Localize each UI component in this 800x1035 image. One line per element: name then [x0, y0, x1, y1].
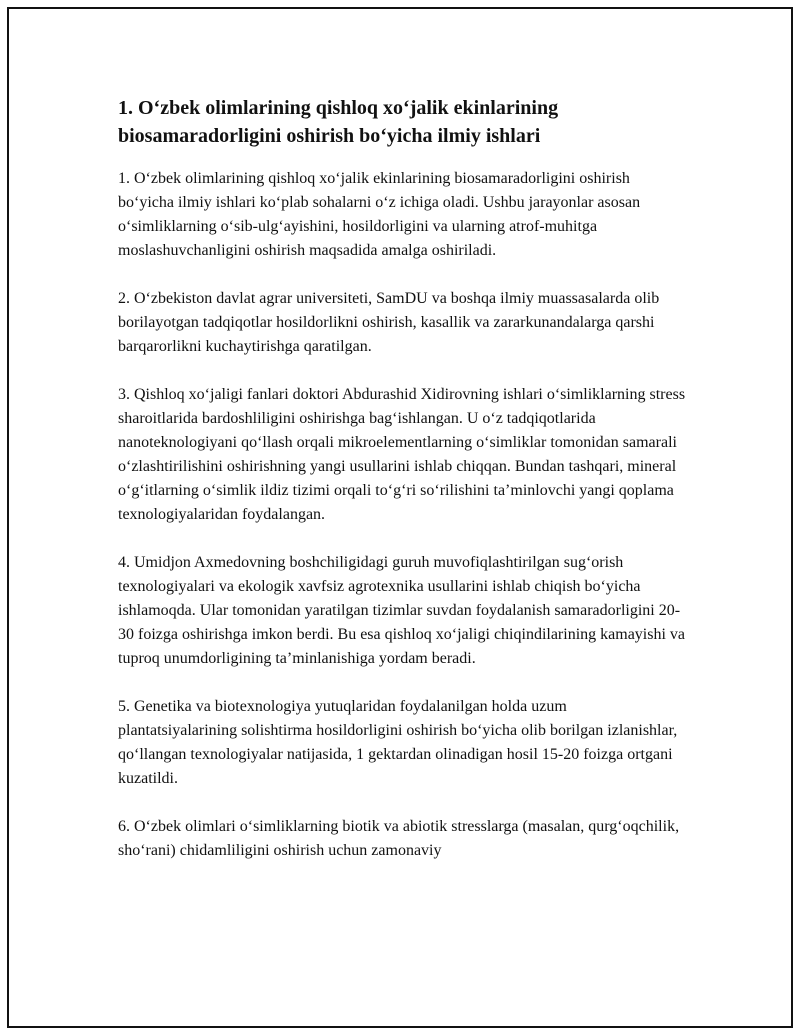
document-content: [118, 94, 688, 887]
paragraph-1: 1. O‘zbek olimlarining qishloq xo‘jalik ekinlarining biosamaradorligini oshirish bo‘yicha ilmiy ishlari ko‘plab sohalarni o‘z ichiga oladi. Ushbu jarayonlar asosan o‘simliklarning o‘sib-ulg‘ayishini, hosildorligini va ularning atrof-muhitga moslashuvchanligini oshirish maqsadida amalga oshiriladi.: [118, 170, 641, 259]
paragraph-6: 6. O‘zbek olimlari o‘simliklarning biotik va abiotik stresslarga (masalan, qurg‘oqchilik, sho‘rani) chidamliligini oshirish uchun zamonaviy: [118, 818, 680, 859]
paragraph-3: 3. Qishloq xo‘jaligi fanlari doktori Abdurashid Xidirovning ishlari o‘simliklarning stress sharoitlarida bardoshliligini oshirishga bag‘ishlangan. U o‘z tadqiqotlarida nanoteknologiyani qo‘llash orqali mikroelementlarning o‘simliklar tomonidan samarali o‘zlashtirilishini oshirishning yangi usullarini ishlab chiqqan. Bundan tashqari, mineral o‘g‘itlarning o‘simlik ildiz tizimi orqali to‘g‘ri so‘rilishini ta’minlovchi yangi qoplama texnologiyalaridan foydalangan.: [118, 386, 686, 523]
paragraph-4: 4. Umidjon Axmedovning boshchiligidagi guruh muvofiqlashtirilgan sug‘orish texnologiyalari va ekologik xavfsiz agrotexnika usullarini ishlab chiqish bo‘yicha ishlamoqda. Ular tomonidan yaratilgan tizimlar suvdan foydalanish samaradorligini 20-30 foizga oshirishga imkon berdi. Bu esa qishloq xo‘jaligi chiqindilarining kamayishi va tuproq unumdorligining ta’minlanishiga yordam beradi.: [118, 554, 686, 667]
document-title: 1. O‘zbek olimlarining qishloq xo‘jalik ekinlarining biosamaradorligini oshirish bo‘yicha ilmiy ishlari: [118, 97, 559, 147]
paragraph-2: 2. O‘zbekiston davlat agrar universiteti, SamDU va boshqa ilmiy muassasalarda olib borilayotgan tadqiqotlar hosildorlikni oshirish, kasallik va zararkunandalarga qarshi barqarorlikni kuchaytirishga qaratilgan.: [118, 290, 660, 355]
paragraph-5: 5. Genetika va biotexnologiya yutuqlaridan foydalanilgan holda uzum plantatsiyalarining solishtirma hosildorligini oshirish bo‘yicha olib borilgan izlanishlar, qo‘llangan texnologiyalar natijasida, 1 gektardan olinadigan hosil 15-20 foizga ortgani kuzatildi.: [118, 698, 678, 787]
